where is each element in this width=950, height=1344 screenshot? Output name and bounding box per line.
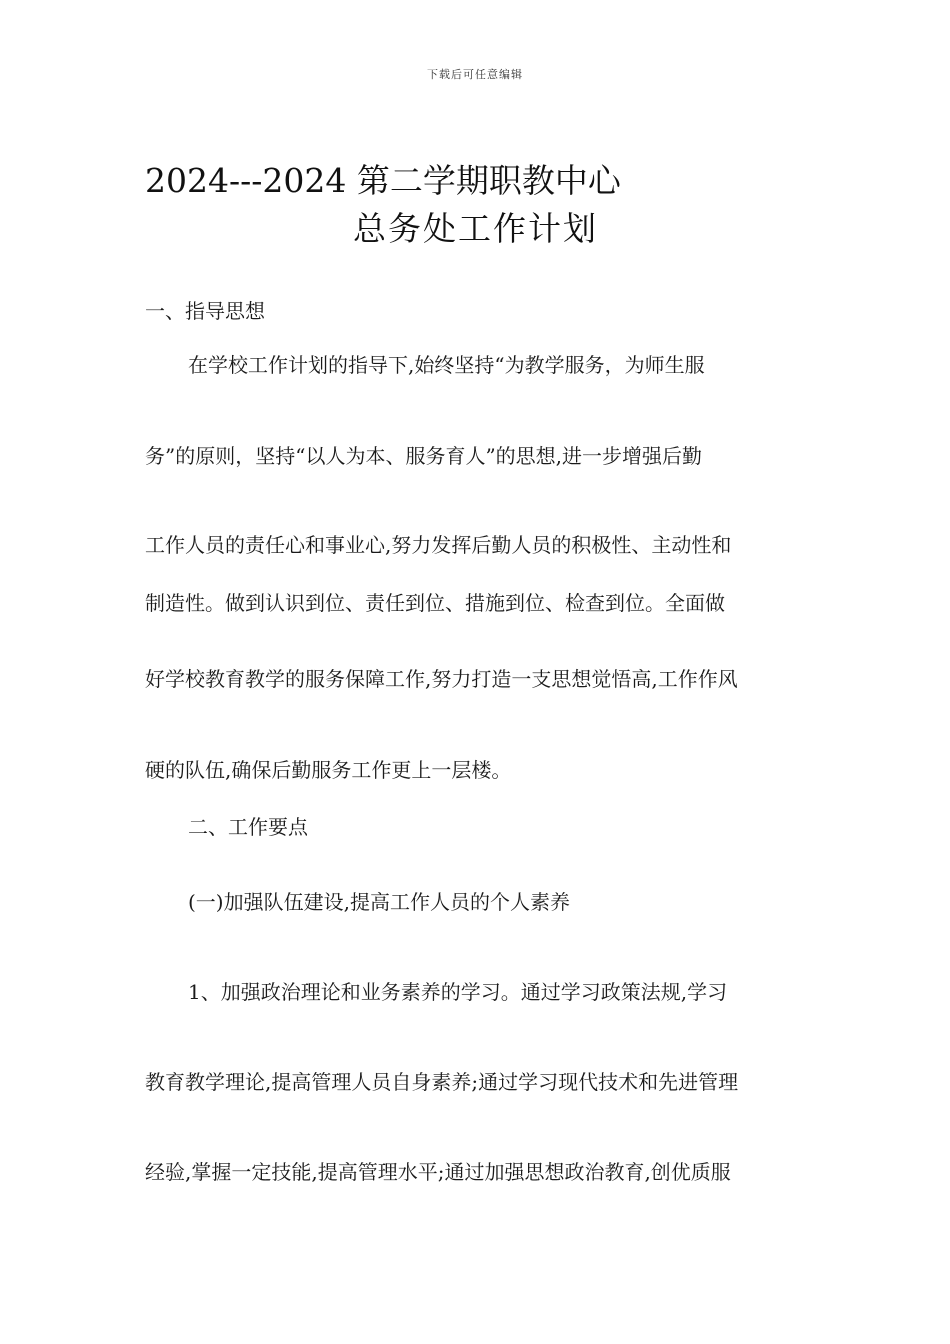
paragraph-line: 经验,掌握一定技能,提高管理水平;通过加强思想政治教育,创优质服 xyxy=(145,1160,731,1184)
paragraph-line: 工作人员的责任心和事业心,努力发挥后勤人员的积极性、主动性和 xyxy=(145,533,732,557)
paragraph-line: 教育教学理论,提高管理人员自身素养;通过学习现代技术和先进管理 xyxy=(145,1070,739,1094)
section-heading-guiding-ideology: 一、指导思想 xyxy=(145,299,265,323)
header-note: 下载后可任意编辑 xyxy=(427,68,523,81)
section-heading-work-points: 二、工作要点 xyxy=(188,815,308,839)
document-title-line-1: 2024---2024 第二学期职教中心 xyxy=(145,161,621,200)
paragraph-line: 好学校教育教学的服务保障工作,努力打造一支思想觉悟高,工作作风 xyxy=(145,667,738,691)
paragraph-line: 1、加强政治理论和业务素养的学习。通过学习政策法规,学习 xyxy=(188,980,728,1004)
document-title-line-2: 总务处工作计划 xyxy=(353,209,598,248)
paragraph-line: 在学校工作计划的指导下,始终坚持“为教学服务，为师生服 xyxy=(188,353,705,377)
paragraph-line: 务”的原则，坚持“以人为本、服务育人”的思想,进一步增强后勤 xyxy=(145,444,703,468)
paragraph-line: 硬的队伍,确保后勤服务工作更上一层楼。 xyxy=(145,758,512,782)
subsection-heading: (一)加强队伍建设,提高工作人员的个人素养 xyxy=(188,890,570,914)
paragraph-line: 制造性。做到认识到位、责任到位、措施到位、检查到位。全面做 xyxy=(145,591,725,615)
